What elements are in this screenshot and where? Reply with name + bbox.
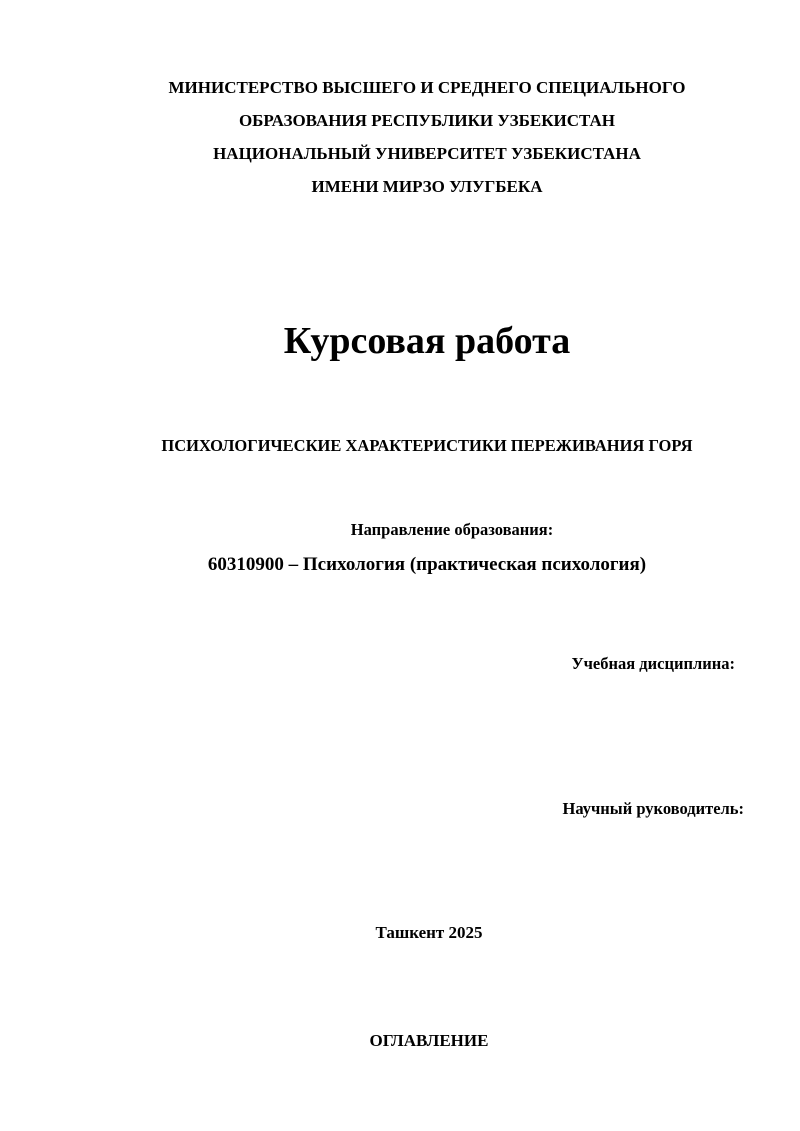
university-line-2: ИМЕНИ МИРЗО УЛУГБЕКА bbox=[311, 177, 543, 196]
document-title: Курсовая работа bbox=[283, 320, 571, 362]
discipline-label: Учебная дисциплина: bbox=[571, 654, 735, 673]
ministry-line-2: ОБРАЗОВАНИЯ РЕСПУБЛИКИ УЗБЕКИСТАН bbox=[238, 111, 616, 130]
university-line-1: НАЦИОНАЛЬНЫЙ УНИВЕРСИТЕТ УЗБЕКИСТАНА bbox=[213, 144, 641, 163]
topic-title: ПСИХОЛОГИЧЕСКИЕ ХАРАКТЕРИСТИКИ ПЕРЕЖИВАНИЯ ГОРЯ bbox=[161, 436, 693, 455]
ministry-line-1: МИНИСТЕРСТВО ВЫСШЕГО И СРЕДНЕГО СПЕЦИАЛЬНОГО bbox=[168, 78, 686, 97]
direction-value: 60310900 – Психология (практическая психология) bbox=[207, 554, 647, 575]
supervisor-label: Научный руководитель: bbox=[562, 799, 744, 818]
toc-heading: ОГЛАВЛЕНИЕ bbox=[369, 1031, 489, 1050]
direction-label: Направление образования: bbox=[350, 520, 554, 539]
city-year: Ташкент 2025 bbox=[375, 923, 483, 942]
